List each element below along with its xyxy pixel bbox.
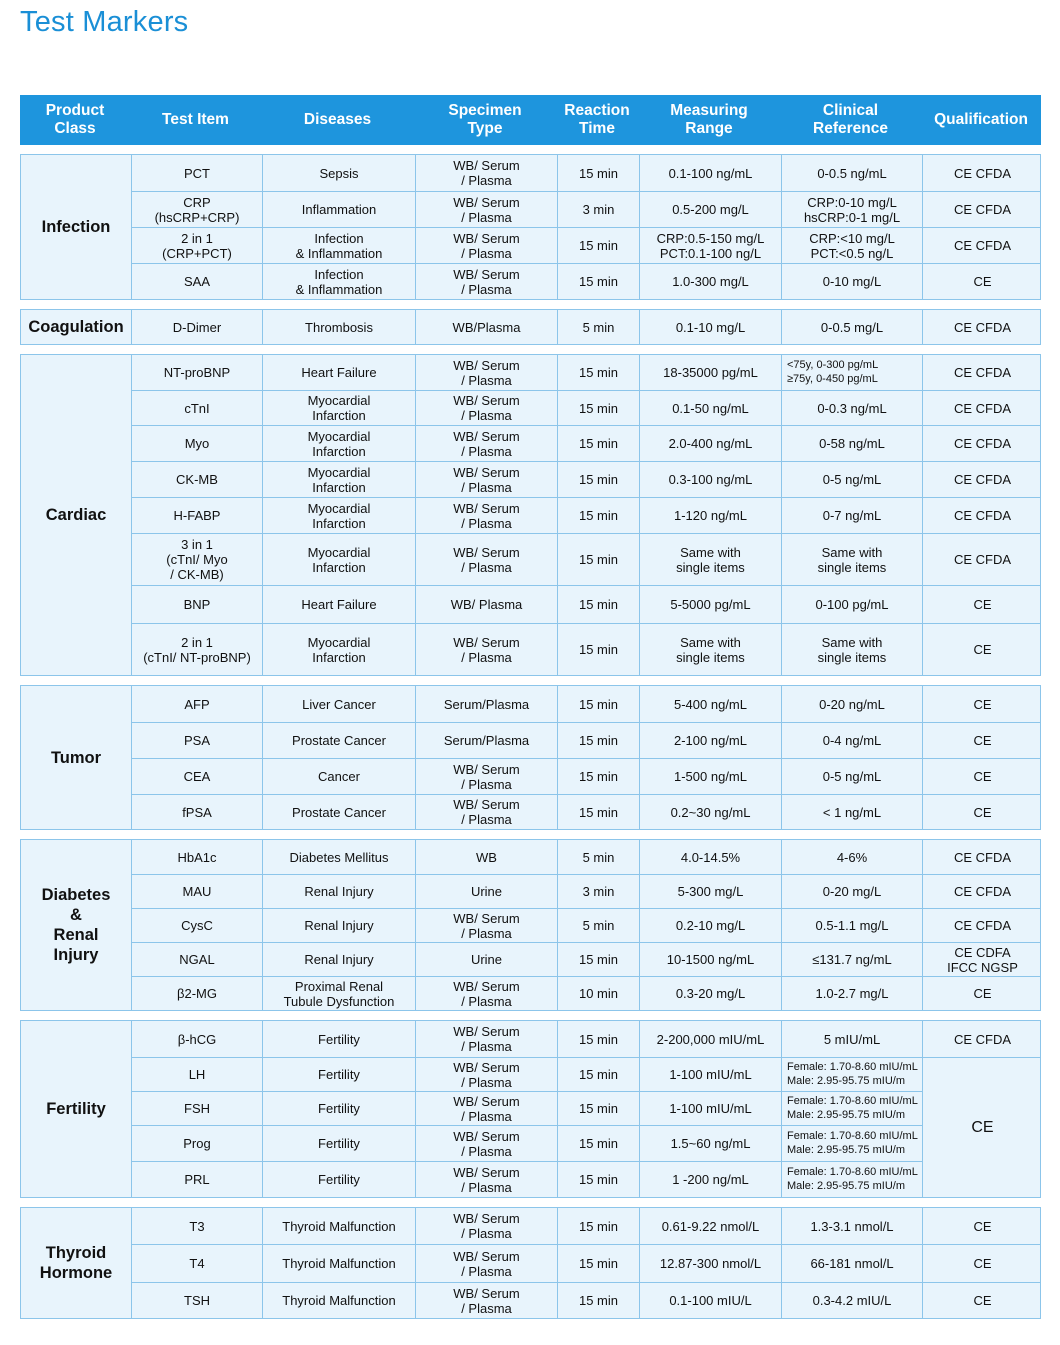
cell-time: 15 min [557, 1161, 639, 1197]
cell-time: 15 min [557, 1057, 639, 1091]
cell-reference: 0-0.3 ng/mL [781, 390, 922, 425]
cell-range: CRP:0.5-150 mg/L PCT:0.1-100 ng/L [639, 227, 781, 263]
cell-qualification: CE CFDA [922, 1021, 1041, 1057]
cell-reference: 0-5 ng/mL [781, 461, 922, 497]
cell-reference: 0-58 ng/mL [781, 425, 922, 461]
cell-time: 15 min [557, 623, 639, 675]
cell-qualification: CE [922, 794, 1041, 829]
cell-range: 2.0-400 ng/mL [639, 425, 781, 461]
column-header: Diseases [303, 111, 372, 128]
cell-item: NGAL [131, 942, 262, 976]
cell-range: 0.1-10 mg/L [639, 310, 781, 344]
cell-reference: 0-5 ng/mL [781, 758, 922, 794]
cell-disease: Infection & Inflammation [262, 227, 415, 263]
cell-qualification: CE CFDA [922, 390, 1041, 425]
cell-time: 15 min [557, 263, 639, 299]
cell-specimen: WB/ Serum / Plasma [415, 191, 557, 227]
cell-item: HbA1c [131, 840, 262, 874]
cell-range: 5-5000 pg/mL [639, 585, 781, 623]
cell-item: cTnI [131, 390, 262, 425]
product-class: Coagulation [21, 310, 131, 344]
product-class: Fertility [21, 1021, 131, 1197]
cell-disease: Renal Injury [262, 942, 415, 976]
cell-range: 2-100 ng/mL [639, 722, 781, 758]
cell-item: MAU [131, 874, 262, 908]
cell-time: 15 min [557, 497, 639, 533]
cell-range: 2-200,000 mIU/mL [639, 1021, 781, 1057]
cell-range: 0.1-50 ng/mL [639, 390, 781, 425]
cell-range: 1.5~60 ng/mL [639, 1125, 781, 1161]
cell-specimen: WB/ Serum / Plasma [415, 758, 557, 794]
cell-range: Same with single items [639, 623, 781, 675]
column-header: Specimen Type [448, 102, 522, 137]
cell-item: D-Dimer [131, 310, 262, 344]
cell-range: 1-100 mIU/mL [639, 1091, 781, 1125]
product-class: Thyroid Hormone [21, 1208, 131, 1318]
cell-item: FSH [131, 1091, 262, 1125]
cell-time: 15 min [557, 355, 639, 390]
cell-reference: CRP:<10 mg/L PCT:<0.5 ng/L [781, 227, 922, 263]
cell-item: T3 [131, 1208, 262, 1244]
cell-disease: Heart Failure [262, 355, 415, 390]
cell-time: 15 min [557, 1244, 639, 1282]
cell-disease: Prostate Cancer [262, 722, 415, 758]
cell-time: 5 min [557, 310, 639, 344]
cell-time: 15 min [557, 461, 639, 497]
cell-specimen: WB/ Serum / Plasma [415, 425, 557, 461]
cell-specimen: WB/ Serum / Plasma [415, 1161, 557, 1197]
cell-qualification: CE CFDA [922, 310, 1041, 344]
cell-disease: Thyroid Malfunction [262, 1282, 415, 1318]
cell-qualification: CE CFDA [922, 227, 1041, 263]
column-header: Qualification [934, 111, 1028, 128]
cell-disease: Fertility [262, 1091, 415, 1125]
cell-specimen: WB/ Serum / Plasma [415, 1282, 557, 1318]
cell-item: 2 in 1 (CRP+PCT) [131, 227, 262, 263]
cell-item: 2 in 1 (cTnI/ NT-proBNP) [131, 623, 262, 675]
cell-item: CEA [131, 758, 262, 794]
cell-qualification: CE [922, 1244, 1041, 1282]
cell-disease: Inflammation [262, 191, 415, 227]
cell-qualification: CE CFDA [922, 908, 1041, 942]
cell-qualification: CE CDFA IFCC NGSP [922, 942, 1041, 976]
cell-qualification: CE [922, 1282, 1041, 1318]
cell-reference: 0-10 mg/L [781, 263, 922, 299]
cell-reference: 5 mIU/mL [781, 1021, 922, 1057]
cell-specimen: WB/ Serum / Plasma [415, 355, 557, 390]
cell-range: 10-1500 ng/mL [639, 942, 781, 976]
section [20, 1020, 1041, 1198]
cell-specimen: WB/ Serum / Plasma [415, 908, 557, 942]
cell-reference: 0-20 ng/mL [781, 686, 922, 722]
cell-specimen: WB/ Serum / Plasma [415, 533, 557, 585]
cell-qualification: CE CFDA [922, 461, 1041, 497]
cell-range: 1 -200 ng/mL [639, 1161, 781, 1197]
cell-reference: 0.5-1.1 mg/L [781, 908, 922, 942]
cell-range: 0.61-9.22 nmol/L [639, 1208, 781, 1244]
cell-specimen: WB/ Serum / Plasma [415, 155, 557, 191]
cell-disease: Myocardial Infarction [262, 390, 415, 425]
cell-specimen: Serum/Plasma [415, 686, 557, 722]
cell-qualification: CE [922, 976, 1041, 1010]
cell-disease: Myocardial Infarction [262, 623, 415, 675]
cell-disease: Infection & Inflammation [262, 263, 415, 299]
cell-qualification: CE CFDA [922, 874, 1041, 908]
cell-reference: 0.3-4.2 mIU/L [781, 1282, 922, 1318]
cell-range: 0.3-20 mg/L [639, 976, 781, 1010]
cell-time: 15 min [557, 1282, 639, 1318]
cell-time: 15 min [557, 1091, 639, 1125]
cell-disease: Myocardial Infarction [262, 497, 415, 533]
cell-reference: 0-0.5 ng/mL [781, 155, 922, 191]
test-markers-table [20, 95, 1041, 1319]
cell-specimen: WB/ Serum / Plasma [415, 1091, 557, 1125]
cell-reference: 0-0.5 mg/L [781, 310, 922, 344]
cell-qualification: CE [922, 686, 1041, 722]
cell-reference: < 1 ng/mL [781, 794, 922, 829]
cell-item: LH [131, 1057, 262, 1091]
cell-range: 12.87-300 nmol/L [639, 1244, 781, 1282]
cell-reference: CRP:0-10 mg/L hsCRP:0-1 mg/L [781, 191, 922, 227]
cell-item: PCT [131, 155, 262, 191]
cell-range: 1-100 mIU/mL [639, 1057, 781, 1091]
cell-qualification: CE CFDA [922, 497, 1041, 533]
cell-range: Same with single items [639, 533, 781, 585]
cell-reference: ≤131.7 ng/mL [781, 942, 922, 976]
cell-reference: 4-6% [781, 840, 922, 874]
cell-time: 15 min [557, 722, 639, 758]
cell-specimen: WB/ Plasma [415, 585, 557, 623]
cell-time: 10 min [557, 976, 639, 1010]
cell-reference: Same with single items [781, 623, 922, 675]
cell-specimen: WB/ Serum / Plasma [415, 461, 557, 497]
cell-time: 15 min [557, 686, 639, 722]
cell-item: PSA [131, 722, 262, 758]
cell-item: TSH [131, 1282, 262, 1318]
column-header: Test Item [162, 111, 229, 128]
cell-time: 3 min [557, 874, 639, 908]
cell-specimen: WB/ Serum / Plasma [415, 1057, 557, 1091]
cell-time: 3 min [557, 191, 639, 227]
cell-disease: Fertility [262, 1021, 415, 1057]
cell-range: 18-35000 pg/mL [639, 355, 781, 390]
cell-specimen: WB/ Serum / Plasma [415, 1125, 557, 1161]
table-header [20, 95, 1041, 145]
section [20, 309, 1041, 345]
page-title: Test Markers [20, 6, 189, 38]
cell-qualification: CE [922, 1057, 1041, 1197]
cell-time: 15 min [557, 794, 639, 829]
cell-item: AFP [131, 686, 262, 722]
cell-disease: Heart Failure [262, 585, 415, 623]
cell-specimen: WB/ Serum / Plasma [415, 390, 557, 425]
cell-qualification: CE CFDA [922, 840, 1041, 874]
product-class: Diabetes & Renal Injury [21, 840, 131, 1010]
cell-item: CRP (hsCRP+CRP) [131, 191, 262, 227]
column-header: Measuring Range [670, 102, 748, 137]
cell-item: H-FABP [131, 497, 262, 533]
cell-range: 0.5-200 mg/L [639, 191, 781, 227]
cell-range: 1-500 ng/mL [639, 758, 781, 794]
cell-disease: Cancer [262, 758, 415, 794]
cell-qualification: CE [922, 585, 1041, 623]
cell-specimen: Serum/Plasma [415, 722, 557, 758]
cell-qualification: CE CFDA [922, 191, 1041, 227]
product-class: Cardiac [21, 355, 131, 675]
cell-qualification: CE [922, 623, 1041, 675]
cell-range: 0.2-10 mg/L [639, 908, 781, 942]
cell-time: 5 min [557, 908, 639, 942]
cell-range: 1-120 ng/mL [639, 497, 781, 533]
cell-reference: Same with single items [781, 533, 922, 585]
cell-specimen: WB [415, 840, 557, 874]
cell-item: β2-MG [131, 976, 262, 1010]
cell-qualification: CE CFDA [922, 425, 1041, 461]
cell-item: T4 [131, 1244, 262, 1282]
cell-reference: 1.0-2.7 mg/L [781, 976, 922, 1010]
cell-time: 15 min [557, 155, 639, 191]
column-header: Clinical Reference [813, 102, 888, 137]
cell-item: SAA [131, 263, 262, 299]
cell-qualification: CE [922, 722, 1041, 758]
cell-item: 3 in 1 (cTnI/ Myo / CK-MB) [131, 533, 262, 585]
cell-specimen: WB/ Serum / Plasma [415, 227, 557, 263]
cell-qualification: CE [922, 758, 1041, 794]
cell-specimen: Urine [415, 942, 557, 976]
cell-reference: 0-20 mg/L [781, 874, 922, 908]
cell-disease: Sepsis [262, 155, 415, 191]
cell-reference: 0-100 pg/mL [781, 585, 922, 623]
cell-time: 15 min [557, 1021, 639, 1057]
cell-specimen: WB/ Serum / Plasma [415, 976, 557, 1010]
cell-item: CK-MB [131, 461, 262, 497]
cell-disease: Thyroid Malfunction [262, 1244, 415, 1282]
cell-qualification: CE CFDA [922, 155, 1041, 191]
cell-range: 0.2~30 ng/mL [639, 794, 781, 829]
cell-range: 1.0-300 mg/L [639, 263, 781, 299]
cell-reference: Female: 1.70-8.60 mIU/mL Male: 2.95-95.75 mIU/m [781, 1091, 922, 1125]
cell-specimen: WB/ Serum / Plasma [415, 1021, 557, 1057]
cell-reference: 0-7 ng/mL [781, 497, 922, 533]
cell-specimen: WB/ Serum / Plasma [415, 497, 557, 533]
column-header: Reaction Time [564, 102, 630, 137]
cell-range: 0.1-100 ng/mL [639, 155, 781, 191]
cell-disease: Proximal Renal Tubule Dysfunction [262, 976, 415, 1010]
cell-disease: Diabetes Mellitus [262, 840, 415, 874]
cell-disease: Liver Cancer [262, 686, 415, 722]
cell-disease: Fertility [262, 1161, 415, 1197]
cell-item: fPSA [131, 794, 262, 829]
cell-range: 0.1-100 mIU/L [639, 1282, 781, 1318]
cell-specimen: WB/ Serum / Plasma [415, 1208, 557, 1244]
cell-disease: Myocardial Infarction [262, 533, 415, 585]
cell-item: Prog [131, 1125, 262, 1161]
cell-item: BNP [131, 585, 262, 623]
product-class: Infection [21, 155, 131, 299]
cell-time: 15 min [557, 585, 639, 623]
cell-reference: 1.3-3.1 nmol/L [781, 1208, 922, 1244]
cell-reference: Female: 1.70-8.60 mIU/mL Male: 2.95-95.75 mIU/m [781, 1125, 922, 1161]
cell-disease: Prostate Cancer [262, 794, 415, 829]
cell-range: 0.3-100 ng/mL [639, 461, 781, 497]
section [20, 685, 1041, 830]
cell-range: 5-300 mg/L [639, 874, 781, 908]
section [20, 354, 1041, 676]
cell-time: 15 min [557, 1125, 639, 1161]
cell-range: 4.0-14.5% [639, 840, 781, 874]
cell-disease: Renal Injury [262, 874, 415, 908]
cell-disease: Fertility [262, 1125, 415, 1161]
cell-range: 5-400 ng/mL [639, 686, 781, 722]
cell-qualification: CE CFDA [922, 533, 1041, 585]
cell-item: NT-proBNP [131, 355, 262, 390]
product-class: Tumor [21, 686, 131, 829]
cell-disease: Thrombosis [262, 310, 415, 344]
cell-time: 15 min [557, 942, 639, 976]
cell-qualification: CE CFDA [922, 355, 1041, 390]
cell-reference: 66-181 nmol/L [781, 1244, 922, 1282]
cell-item: PRL [131, 1161, 262, 1197]
cell-item: Myo [131, 425, 262, 461]
cell-disease: Renal Injury [262, 908, 415, 942]
section [20, 154, 1041, 300]
cell-time: 15 min [557, 1208, 639, 1244]
cell-time: 15 min [557, 390, 639, 425]
cell-specimen: WB/ Serum / Plasma [415, 263, 557, 299]
cell-reference: Female: 1.70-8.60 mIU/mL Male: 2.95-95.75 mIU/m [781, 1161, 922, 1197]
cell-reference: 0-4 ng/mL [781, 722, 922, 758]
cell-reference: <75y, 0-300 pg/mL ≥75y, 0-450 pg/mL [781, 355, 922, 390]
cell-time: 15 min [557, 533, 639, 585]
cell-item: CysC [131, 908, 262, 942]
cell-qualification: CE [922, 1208, 1041, 1244]
cell-specimen: WB/ Serum / Plasma [415, 794, 557, 829]
cell-time: 5 min [557, 840, 639, 874]
cell-disease: Myocardial Infarction [262, 461, 415, 497]
cell-specimen: WB/ Serum / Plasma [415, 1244, 557, 1282]
section [20, 839, 1041, 1011]
cell-disease: Thyroid Malfunction [262, 1208, 415, 1244]
cell-specimen: WB/ Serum / Plasma [415, 623, 557, 675]
cell-specimen: Urine [415, 874, 557, 908]
column-header: Product Class [45, 102, 105, 137]
cell-time: 15 min [557, 227, 639, 263]
cell-qualification: CE [922, 263, 1041, 299]
cell-item: β-hCG [131, 1021, 262, 1057]
cell-disease: Fertility [262, 1057, 415, 1091]
cell-disease: Myocardial Infarction [262, 425, 415, 461]
cell-specimen: WB/Plasma [415, 310, 557, 344]
cell-time: 15 min [557, 758, 639, 794]
cell-time: 15 min [557, 425, 639, 461]
section [20, 1207, 1041, 1319]
cell-reference: Female: 1.70-8.60 mIU/mL Male: 2.95-95.75 mIU/m [781, 1057, 922, 1091]
